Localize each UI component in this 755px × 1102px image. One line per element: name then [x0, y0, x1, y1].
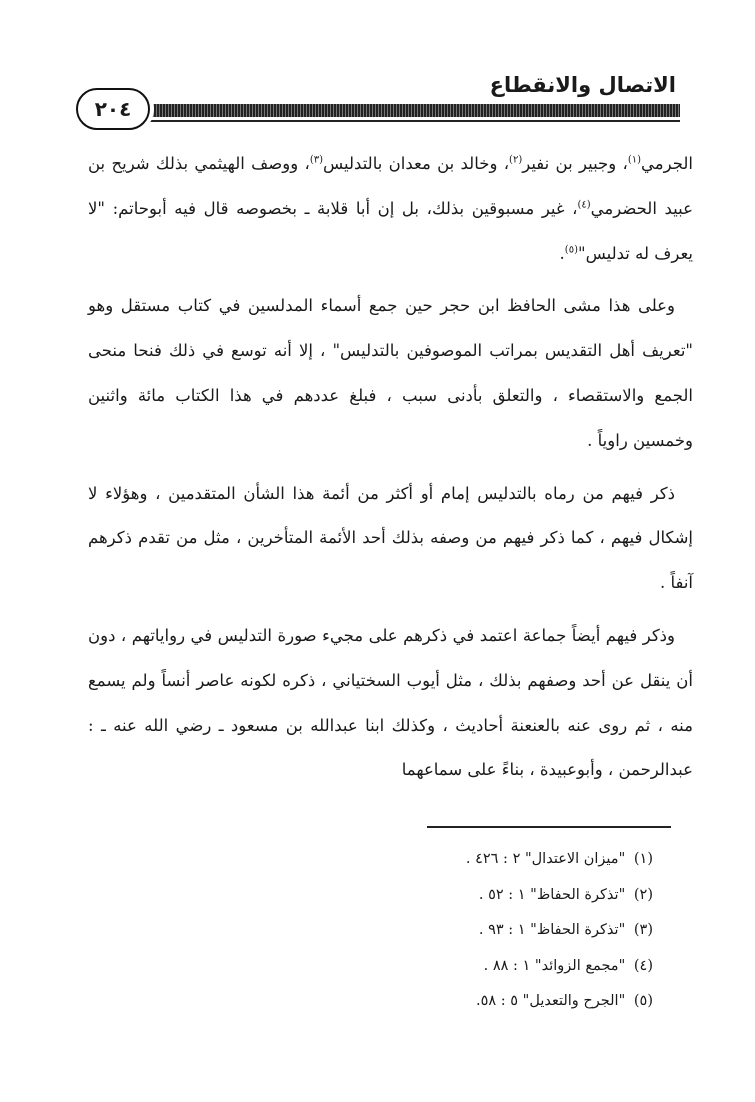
footnote-ref-5: (٥) [564, 244, 578, 256]
paragraph-4: وذكر فيهم أيضاً جماعة اعتمد في ذكرهم على مجيء صورة التدليس في رواياتهم ، دون أن ينقل عن أحد وصفهم بذلك ، مثل أيوب السختياني ، ذكره لكونه عاصر أنساً ولم يسمع منه ، ثم روى عنه بالعنعنة أحاديث ، وكذلك ابنا عبدالله بن مسعود ـ رضي الله عنه ـ : عبدالرحمن ، وأبوعبيدة ، بناءً على سماعهما [88, 625, 693, 780]
running-title: الاتصال والانقطاع [489, 73, 676, 97]
text-run: ، وخالد بن معدان بالتدليس [323, 154, 510, 173]
footnote-5 [93, 984, 653, 1020]
footnote-text: "تذكرة الحفاظ" ١ : ٥٢ . [478, 886, 626, 903]
footnote-separator [427, 826, 671, 828]
page-header [88, 70, 680, 134]
header-rule-band [88, 104, 680, 117]
footnote-ref-1: (١) [627, 154, 642, 166]
footnote-text: "ميزان الاعتدال" ٢ : ٤٢٦ . [465, 851, 626, 867]
text-run: ، ووصف الهيثمي بذلك شريح بن عبيد الحضرمي [88, 154, 693, 218]
text-run: ، غير مسبوقين بذلك، بل إن أبا قلابة ـ بخصوصه قال فيه أبوحاتم: "لا يعرف له تدليس" [88, 198, 693, 263]
footnote-2 [93, 878, 653, 914]
footnote-ref-3: (٣) [309, 154, 323, 166]
paragraph-2: وعلى هذا مشى الحافظ ابن حجر حين جمع أسماء المدلسين في كتاب مستقل وهو "تعريف أهل التقديس بمراتب الموصوفين بالتدليس" ، إلا أنه توسع في ذلك فنحا منحى الجمع والاستقصاء ، والتعلق بأدنى سبب ، فبلغ عددهم في هذا الكتاب مائة واثنين وخمسين راوياً . [88, 296, 693, 450]
page-number-badge [76, 88, 150, 130]
footnote-ref-2: (٢) [509, 154, 523, 166]
footnote-number: (٥) [633, 993, 653, 1010]
footnote-ref-4: (٤) [577, 199, 591, 211]
footnote-text: "مجمع الزوائد" ١ : ٨٨ . [483, 957, 626, 974]
footnotes [93, 842, 653, 1020]
footnote-4 [93, 949, 653, 985]
text-run: . [559, 243, 565, 263]
footnote-3 [93, 913, 653, 949]
text-run: ، وجبير بن نفير [522, 154, 628, 173]
footnote-number: (٣) [633, 922, 653, 939]
main-text [88, 142, 693, 801]
footnote-number: (٢) [633, 886, 653, 903]
footnote-number: (١) [633, 851, 653, 867]
header-rule-thin [88, 120, 680, 122]
footnote-text: "تذكرة الحفاظ" ١ : ٩٣ . [478, 922, 626, 939]
text-run: الجرمي [641, 154, 693, 173]
footnote-text: "الجرح والتعديل" ٥ : ٥٨. [475, 993, 626, 1010]
footnote-1 [93, 842, 653, 878]
page-number: ٢٠٤ [94, 97, 132, 121]
paragraph-3: ذكر فيهم من رماه بالتدليس إمام أو أكثر من أئمة هذا الشأن المتقدمين ، وهؤلاء لا إشكال فيهم ، كما ذكر فيهم من وصفه بذلك أحد الأئمة المتأخرين ، مثل من تقدم ذكرهم آنفاً . [88, 483, 693, 593]
paragraph-1 [88, 142, 693, 276]
footnote-number: (٤) [633, 957, 653, 974]
